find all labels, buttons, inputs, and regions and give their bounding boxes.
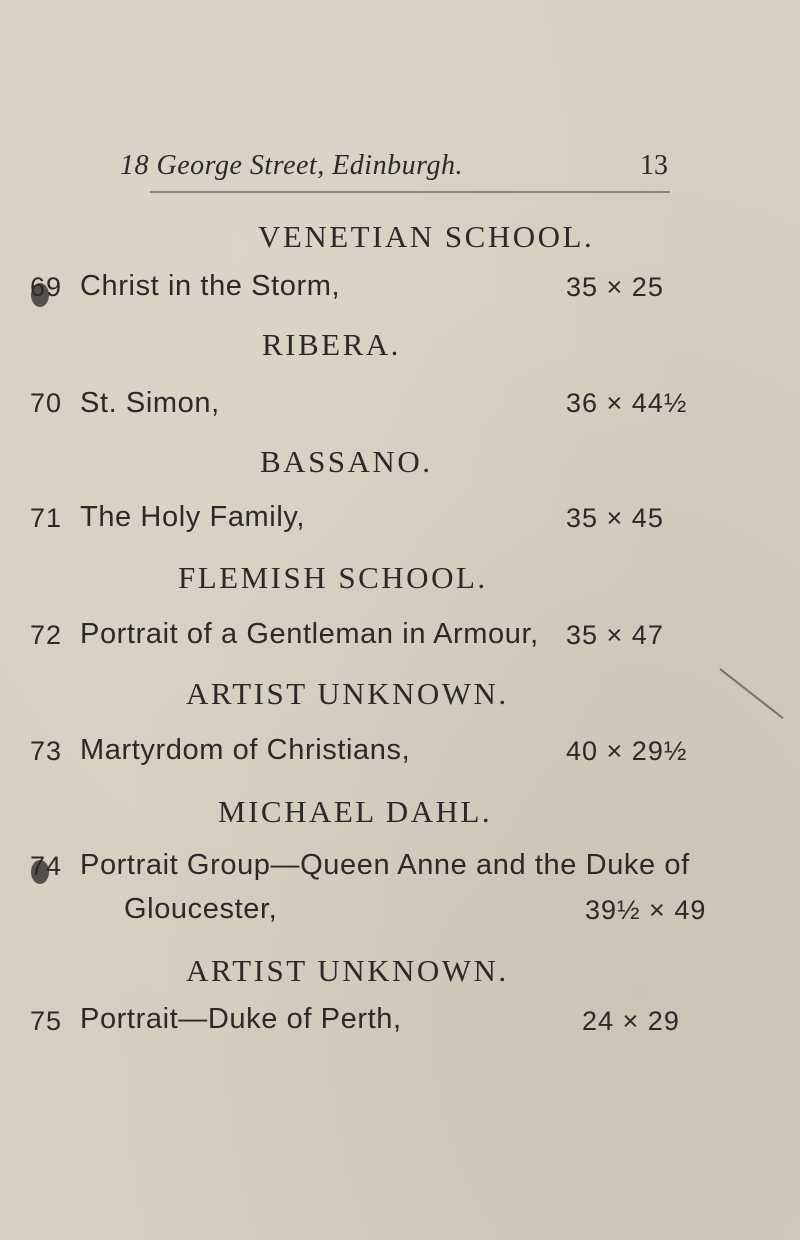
header-rule <box>150 191 670 193</box>
lot-number: 71 <box>30 503 63 533</box>
lot-title: Portrait Group—Queen Anne and the Duke of <box>80 849 690 881</box>
lot-title: Portrait of a Gentleman in Armour, <box>80 618 539 650</box>
lot-dimensions: 24 × 29 <box>582 1006 680 1036</box>
lot-dimensions: 39½ × 49 <box>585 895 707 925</box>
pencil-mark <box>719 668 783 719</box>
lot-title: The Holy Family, <box>80 501 305 533</box>
page-number: 13 <box>640 150 668 181</box>
lot-title: Christ in the Storm, <box>80 270 341 302</box>
lot-dimensions: 35 × 25 <box>566 272 664 302</box>
section-heading-artist-unknown: ARTIST UNKNOWN. <box>186 676 509 711</box>
lot-title: Portrait—Duke of Perth, <box>80 1003 402 1035</box>
lot-dimensions: 35 × 47 <box>566 620 664 650</box>
lot-number: 75 <box>30 1006 63 1036</box>
section-heading-flemish-school: FLEMISH SCHOOL. <box>178 560 488 595</box>
section-heading-michael-dahl: MICHAEL DAHL. <box>218 794 493 829</box>
running-header: 18 George Street, Edinburgh. <box>120 150 463 181</box>
lot-number: 72 <box>30 620 63 650</box>
lot-number: 74 <box>30 851 63 881</box>
section-heading-artist-unknown: ARTIST UNKNOWN. <box>186 953 509 988</box>
section-heading-bassano: BASSANO. <box>260 444 433 479</box>
lot-number: 73 <box>30 736 63 766</box>
section-heading-venetian-school: VENETIAN SCHOOL. <box>258 219 595 254</box>
lot-title: St. Simon, <box>80 387 220 419</box>
section-heading-ribera: RIBERA. <box>262 327 401 362</box>
lot-dimensions: 35 × 45 <box>566 503 664 533</box>
lot-title-continuation: Gloucester, <box>124 893 278 925</box>
lot-dimensions: 40 × 29½ <box>566 736 688 766</box>
lot-number: 69 <box>30 272 63 302</box>
lot-dimensions: 36 × 44½ <box>566 388 688 418</box>
lot-number: 70 <box>30 388 63 418</box>
lot-title: Martyrdom of Christians, <box>80 734 411 766</box>
